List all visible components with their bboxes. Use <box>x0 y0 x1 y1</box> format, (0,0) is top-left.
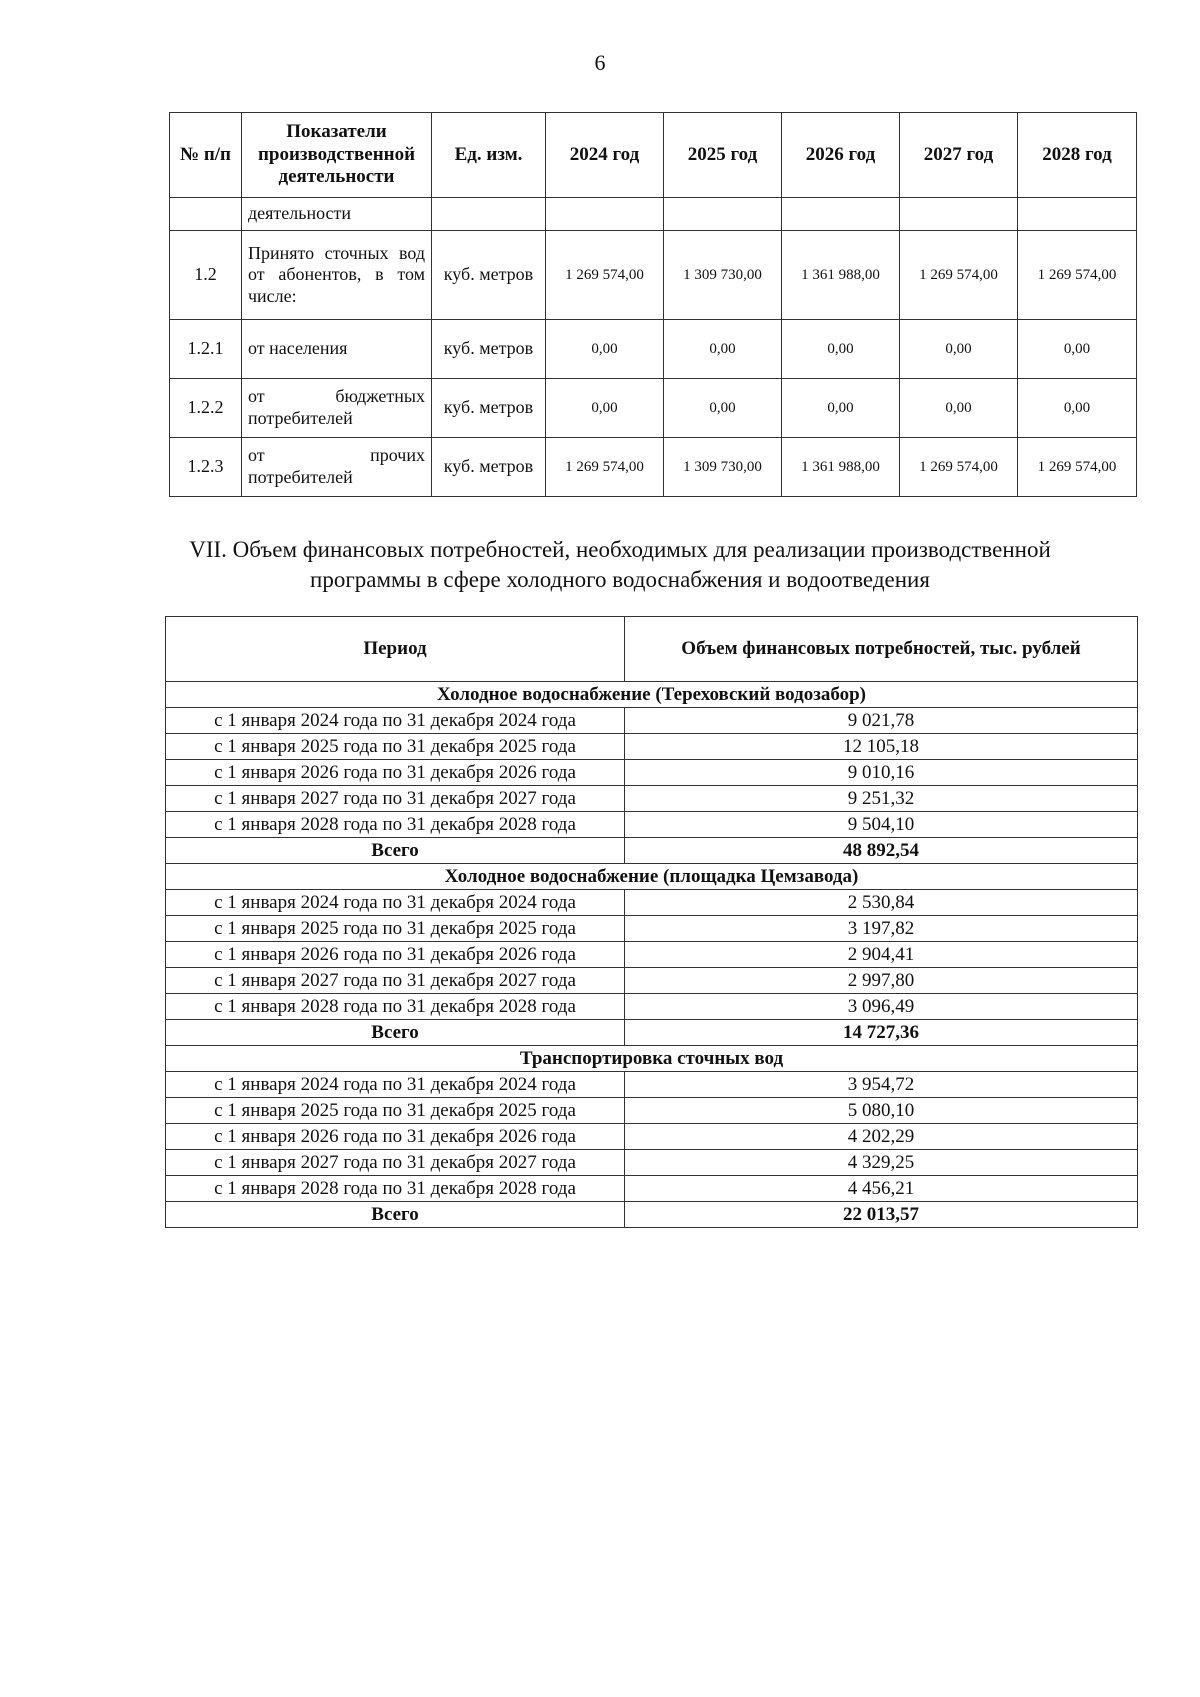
table-row <box>166 1150 1138 1176</box>
table-row <box>166 1176 1138 1202</box>
table-row <box>170 379 1137 438</box>
row-value-2025: 1 309 730,00 <box>664 231 782 320</box>
amount-cell: 2 530,84 <box>625 890 1138 916</box>
table-row <box>166 942 1138 968</box>
amount-cell: 9 010,16 <box>625 760 1138 786</box>
continuation-text: деятельности <box>242 198 432 231</box>
period-cell: с 1 января 2025 года по 31 декабря 2025 года <box>166 1098 625 1124</box>
period-cell: с 1 января 2028 года по 31 декабря 2028 года <box>166 1176 625 1202</box>
row-indicator: от населения <box>242 320 432 379</box>
row-value-2027: 0,00 <box>900 320 1018 379</box>
table-row <box>170 438 1137 497</box>
header-unit: Ед. изм. <box>432 113 546 198</box>
amount-cell: 4 456,21 <box>625 1176 1138 1202</box>
total-row <box>166 838 1138 864</box>
period-cell: с 1 января 2024 года по 31 декабря 2024 года <box>166 890 625 916</box>
header-year-2027: 2027 год <box>900 113 1018 198</box>
row-unit: куб. метров <box>432 320 546 379</box>
total-label: Всего <box>166 1202 625 1228</box>
table-row <box>166 1124 1138 1150</box>
total-amount: 22 013,57 <box>625 1202 1138 1228</box>
row-value-2028: 1 269 574,00 <box>1018 231 1137 320</box>
header-year-2026: 2026 год <box>782 113 900 198</box>
table-row <box>166 786 1138 812</box>
table-row <box>166 760 1138 786</box>
header-indicator: Показатели производственной деятельности <box>242 113 432 198</box>
total-amount: 48 892,54 <box>625 838 1138 864</box>
total-row <box>166 1020 1138 1046</box>
row-num: 1.2.1 <box>170 320 242 379</box>
group-row <box>166 864 1138 890</box>
period-cell: с 1 января 2026 года по 31 декабря 2026 года <box>166 760 625 786</box>
row-value-2026: 0,00 <box>782 320 900 379</box>
section-title: VII. Объем финансовых потребностей, необходимых для реализации производственной программы в сфере холодного водоснабжения и водоотведения <box>189 537 1051 592</box>
row-indicator: Принято сточных вод от абонентов, в том числе: <box>242 231 432 320</box>
amount-cell: 4 202,29 <box>625 1124 1138 1150</box>
group-title: Транспортировка сточных вод <box>166 1046 1138 1072</box>
period-cell: с 1 января 2024 года по 31 декабря 2024 года <box>166 1072 625 1098</box>
amount-cell: 4 329,25 <box>625 1150 1138 1176</box>
total-label: Всего <box>166 1020 625 1046</box>
row-value-2028: 0,00 <box>1018 379 1137 438</box>
total-row <box>166 1202 1138 1228</box>
period-cell: с 1 января 2027 года по 31 декабря 2027 года <box>166 968 625 994</box>
amount-cell: 12 105,18 <box>625 734 1138 760</box>
group-row <box>166 1046 1138 1072</box>
row-value-2026: 0,00 <box>782 379 900 438</box>
group-row <box>166 682 1138 708</box>
row-value-2025: 1 309 730,00 <box>664 438 782 497</box>
period-cell: с 1 января 2026 года по 31 декабря 2026 года <box>166 1124 625 1150</box>
period-cell: с 1 января 2028 года по 31 декабря 2028 года <box>166 994 625 1020</box>
header-year-2028: 2028 год <box>1018 113 1137 198</box>
row-num: 1.2.3 <box>170 438 242 497</box>
row-value-2024: 1 269 574,00 <box>546 438 664 497</box>
header-num: № п/п <box>170 113 242 198</box>
table-row <box>166 890 1138 916</box>
period-cell: с 1 января 2025 года по 31 декабря 2025 года <box>166 734 625 760</box>
row-value-2025: 0,00 <box>664 320 782 379</box>
row-value-2027: 1 269 574,00 <box>900 438 1018 497</box>
row-value-2025: 0,00 <box>664 379 782 438</box>
period-cell: с 1 января 2026 года по 31 декабря 2026 года <box>166 942 625 968</box>
table-row <box>170 320 1137 379</box>
table-row <box>166 1072 1138 1098</box>
amount-cell: 3 096,49 <box>625 994 1138 1020</box>
row-value-2026: 1 361 988,00 <box>782 438 900 497</box>
header-year-2024: 2024 год <box>546 113 664 198</box>
row-value-2028: 0,00 <box>1018 320 1137 379</box>
header-period: Период <box>166 617 625 682</box>
period-cell: с 1 января 2024 года по 31 декабря 2024 года <box>166 708 625 734</box>
row-unit: куб. метров <box>432 438 546 497</box>
period-cell: с 1 января 2027 года по 31 декабря 2027 года <box>166 786 625 812</box>
header-year-2025: 2025 год <box>664 113 782 198</box>
row-value-2024: 0,00 <box>546 320 664 379</box>
financial-needs-table <box>165 616 1138 1228</box>
row-value-2024: 0,00 <box>546 379 664 438</box>
table-row <box>166 994 1138 1020</box>
row-value-2027: 0,00 <box>900 379 1018 438</box>
row-num: 1.2.2 <box>170 379 242 438</box>
row-num: 1.2 <box>170 231 242 320</box>
period-cell: с 1 января 2028 года по 31 декабря 2028 года <box>166 812 625 838</box>
group-title: Холодное водоснабжение (площадка Цемзавода) <box>166 864 1138 890</box>
amount-cell: 9 251,32 <box>625 786 1138 812</box>
row-value-2026: 1 361 988,00 <box>782 231 900 320</box>
table-row <box>166 734 1138 760</box>
amount-cell: 2 997,80 <box>625 968 1138 994</box>
group-title: Холодное водоснабжение (Тереховский водозабор) <box>166 682 1138 708</box>
table-row <box>170 198 1137 231</box>
table-row <box>166 708 1138 734</box>
table-header-row <box>170 113 1137 198</box>
row-value-2028: 1 269 574,00 <box>1018 438 1137 497</box>
total-amount: 14 727,36 <box>625 1020 1138 1046</box>
page-number: 6 <box>594 50 606 75</box>
table-row <box>166 916 1138 942</box>
header-amount: Объем финансовых потребностей, тыс. рублей <box>625 617 1138 682</box>
total-label: Всего <box>166 838 625 864</box>
row-indicator: от прочих потребителей <box>242 438 432 497</box>
period-cell: с 1 января 2027 года по 31 декабря 2027 года <box>166 1150 625 1176</box>
row-value-2027: 1 269 574,00 <box>900 231 1018 320</box>
amount-cell: 3 197,82 <box>625 916 1138 942</box>
amount-cell: 9 021,78 <box>625 708 1138 734</box>
row-value-2024: 1 269 574,00 <box>546 231 664 320</box>
amount-cell: 9 504,10 <box>625 812 1138 838</box>
table-row <box>170 231 1137 320</box>
table-header-row <box>166 617 1138 682</box>
row-unit: куб. метров <box>432 379 546 438</box>
row-indicator: от бюджетных потребителей <box>242 379 432 438</box>
table-row <box>166 812 1138 838</box>
amount-cell: 3 954,72 <box>625 1072 1138 1098</box>
table-row <box>166 968 1138 994</box>
row-unit: куб. метров <box>432 231 546 320</box>
production-indicators-table <box>169 112 1137 497</box>
amount-cell: 5 080,10 <box>625 1098 1138 1124</box>
amount-cell: 2 904,41 <box>625 942 1138 968</box>
table-row <box>166 1098 1138 1124</box>
period-cell: с 1 января 2025 года по 31 декабря 2025 года <box>166 916 625 942</box>
